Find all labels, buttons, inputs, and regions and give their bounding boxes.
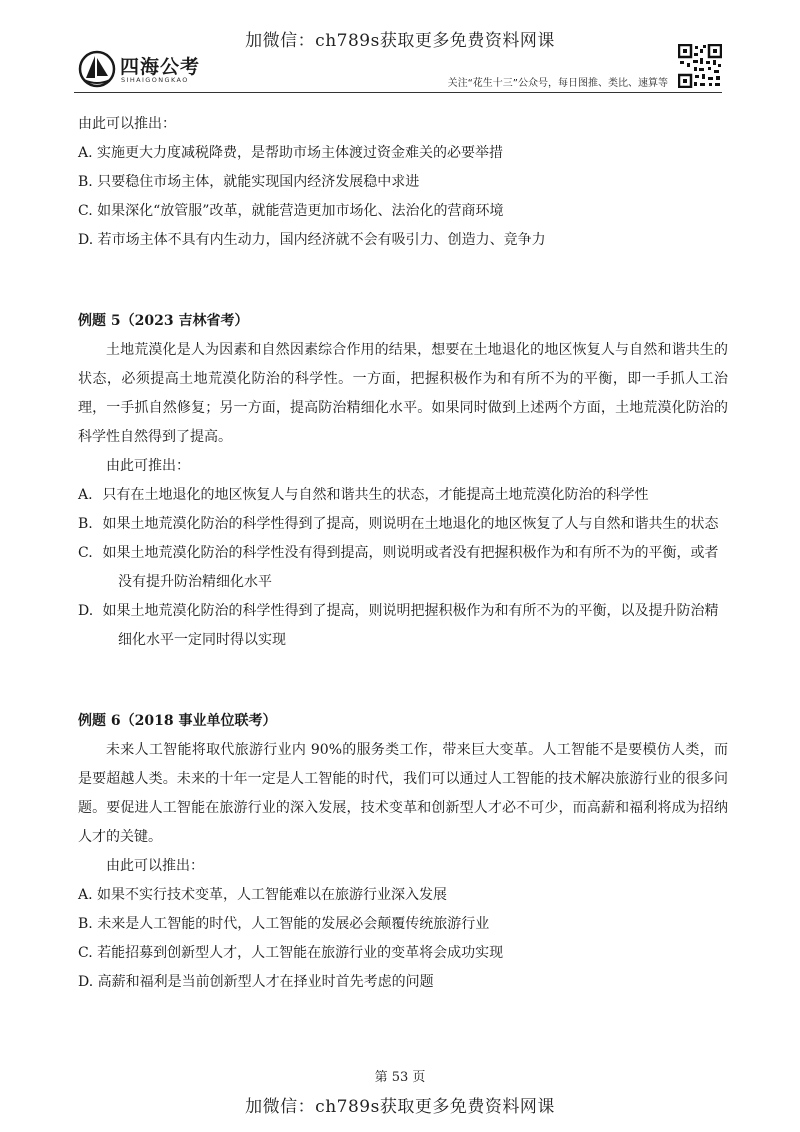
sail-logo-icon xyxy=(78,50,116,88)
option-row: D. 如果土地荒漠化防治的科学性得到了提高，则说明把握积极作为和有所不为的平衡，以及提升防治精细化水平一定同时得以实现 xyxy=(78,603,719,648)
question-passage: 未来人工智能将取代旅游行业内 90%的服务类工作，带来巨大变革。人工智能不是要模仿人类，而是要超越人类。未来的十年一定是人工智能的时代，我们可以通过人工智能的技术解决旅游行业的很多问题。要促进人工智能在旅游行业的深入发展，技术变革和创新型人才必不可少，而高薪和福利将成为招纳人才的关键。 xyxy=(78,742,728,845)
option-row: A. 如果不实行技术变革，人工智能难以在旅游行业深入发展 xyxy=(78,887,448,903)
logo xyxy=(78,50,228,90)
option-row: D. 高薪和福利是当前创新型人才在择业时首先考虑的问题 xyxy=(78,974,434,990)
option-row: B. 未来是人工智能的时代，人工智能的发展必会颠覆传统旅游行业 xyxy=(78,916,490,932)
option-row: C. 如果土地荒漠化防治的科学性没有得到提高，则说明或者没有把握积极作为和有所不为的平衡，或者没有提升防治精细化水平 xyxy=(78,545,719,590)
question-title: 例题 5（2023 吉林省考） xyxy=(78,313,249,329)
question-passage: 土地荒漠化是人为因素和自然因素综合作用的结果，想要在土地退化的地区恢复人与自然和谐共生的状态，必须提高土地荒漠化防治的科学性。一方面，把握积极作为和有所不为的平衡，即一手抓人工治理，一手抓自然修复；另一方面，提高防治精细化水平。如果同时做到上述两个方面，土地荒漠化防治的科学性自然得到了提高。 xyxy=(78,342,728,445)
question-lead: 由此可推出： xyxy=(106,458,190,474)
top-watermark-banner: 加微信：ch789s获取更多免费资料网课 xyxy=(245,31,555,51)
header-note: 关注“花生十三”公众号，每日图推、类比、速算等 xyxy=(447,78,668,89)
logo-subtext: SIHAIGONGKAO xyxy=(121,76,189,84)
page-content xyxy=(78,110,728,997)
option-row: D. 若市场主体不具有内生动力，国内经济就不会有吸引力、创造力、竞争力 xyxy=(78,232,546,248)
bottom-watermark-banner: 加微信：ch789s获取更多免费资料网课 xyxy=(245,1097,555,1117)
qr-code-icon xyxy=(678,44,722,88)
logo-text: 四海公考 xyxy=(120,56,201,78)
option-row: B. 如果土地荒漠化防治的科学性得到了提高，则说明在土地退化的地区恢复了人与自然和谐共生的状态 xyxy=(78,516,719,532)
question-title: 例题 6（2018 事业单位联考） xyxy=(78,713,277,729)
option-row: A. 只有在土地退化的地区恢复人与自然和谐共生的状态，才能提高土地荒漠化防治的科学性 xyxy=(78,487,649,503)
option-row: A. 实施更大力度减税降费，是帮助市场主体渡过资金难关的必要举措 xyxy=(78,145,504,161)
block1-lead: 由此可以推出： xyxy=(78,116,176,132)
option-row: C. 如果深化“放管服”改革，就能营造更加市场化、法治化的营商环境 xyxy=(78,203,504,219)
page-header xyxy=(74,44,722,93)
question-lead: 由此可以推出： xyxy=(106,858,204,874)
option-row: B. 只要稳住市场主体，就能实现国内经济发展稳中求进 xyxy=(78,174,420,190)
page-number: 第 53 页 xyxy=(374,1070,426,1085)
option-row: C. 若能招募到创新型人才，人工智能在旅游行业的变革将会成功实现 xyxy=(78,945,504,961)
